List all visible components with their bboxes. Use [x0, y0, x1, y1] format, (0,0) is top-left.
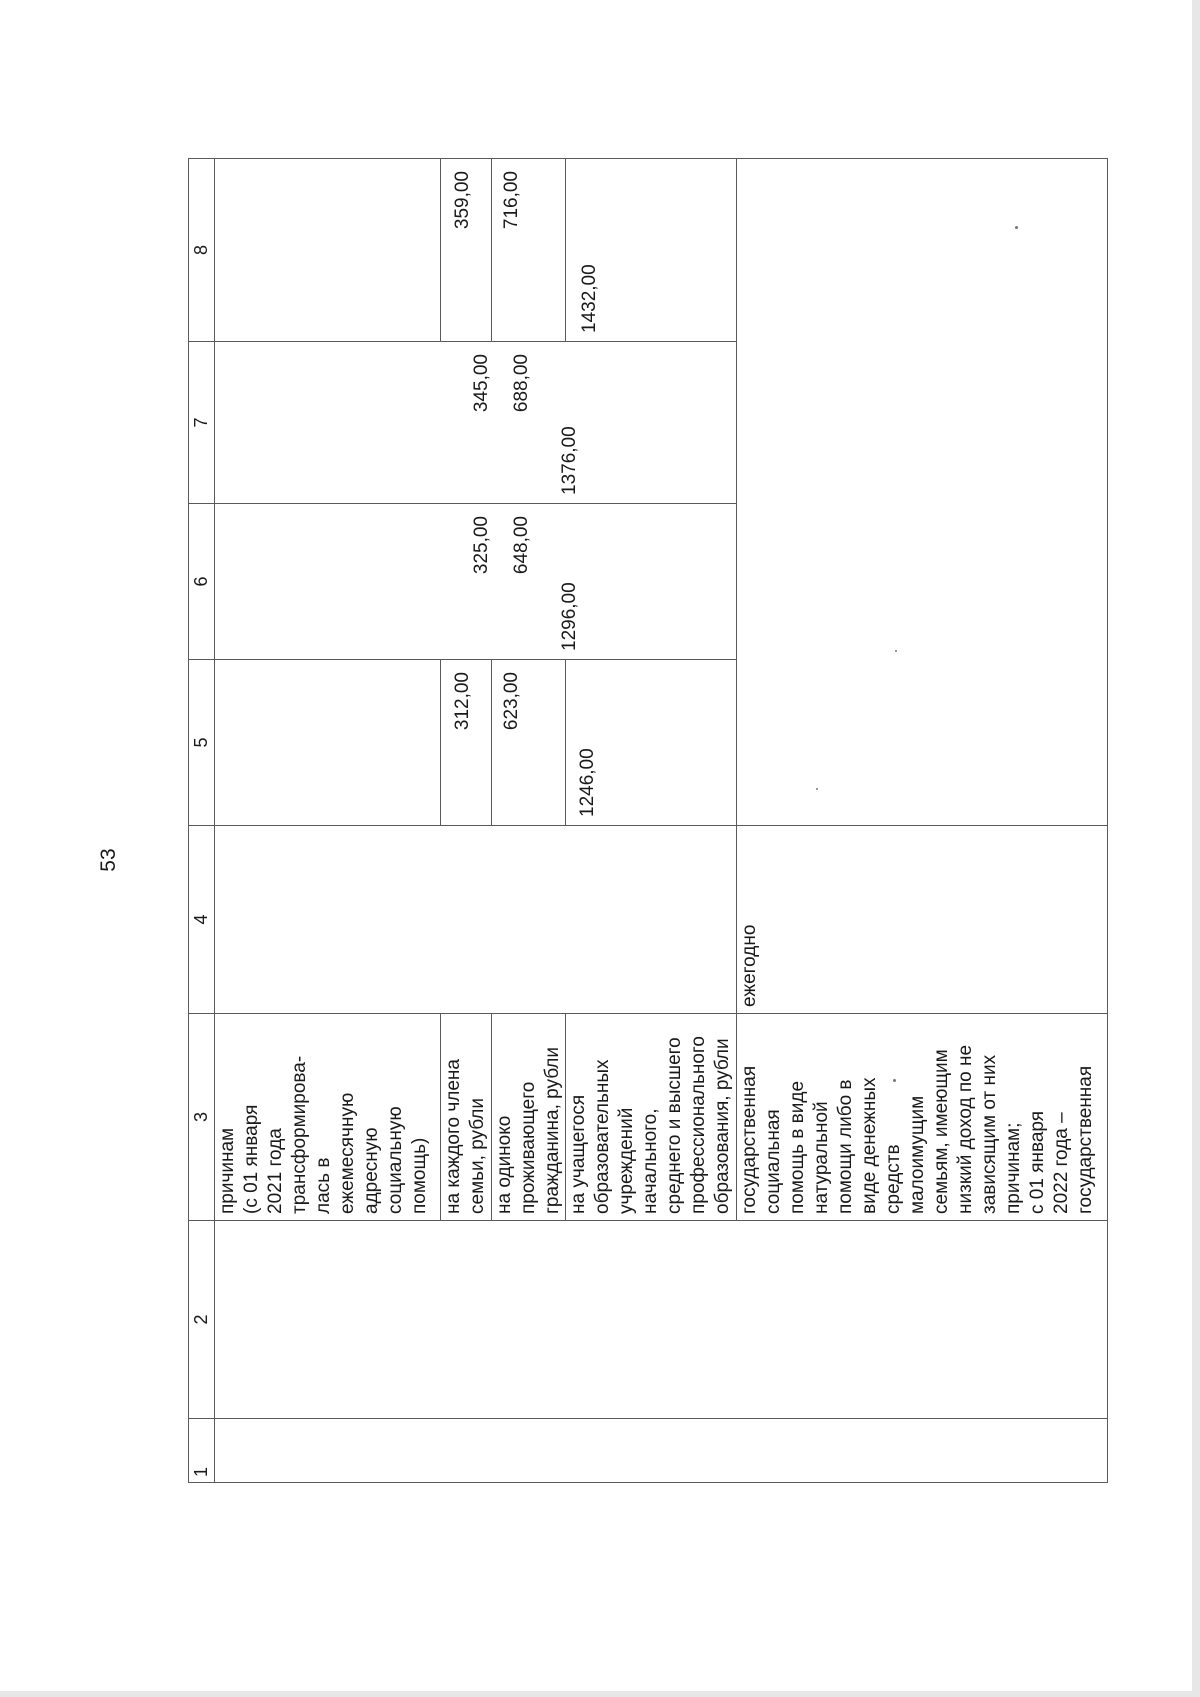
value-8-3: 1432,00 [579, 264, 601, 333]
header-cell-1: 1 [189, 1419, 215, 1483]
value-6-2: 648,00 [511, 516, 533, 575]
cell-text: государственная социальная помощь в виде натуральной помощи либо в виде денежных средств малоимущим семьям, имеющим низкий доход по не зависящим от них причинам; с 01 января 2022 года – государственная [738, 1044, 1096, 1214]
header-cell-7: 7 [189, 342, 215, 504]
cell-text: на учащегося образовательных учреждений начального, среднего и высшего профессионального образования, рубли [568, 1036, 734, 1214]
header-cell-6: 6 [189, 504, 215, 660]
scan-speck [895, 650, 897, 652]
cell-col2 [215, 1221, 1108, 1419]
value-6-3: 1296,00 [559, 582, 581, 651]
header-cell-3: 3 [189, 1014, 215, 1221]
scan-speck [816, 788, 818, 790]
value-7-3: 1376,00 [559, 426, 581, 495]
value-6-1: 325,00 [471, 516, 493, 575]
cell-col4 [215, 826, 737, 1014]
cell-text: на каждого члена семьи, рубли [443, 1059, 489, 1214]
cell-col8 [491, 159, 565, 342]
value-5-2: 623,00 [500, 672, 522, 731]
header-cell-5: 5 [189, 660, 215, 826]
cell-col5-8 [736, 159, 1107, 826]
cell-text: на одиноко проживающего гражданина, рубли [493, 1047, 563, 1214]
value-8-1: 359,00 [452, 171, 474, 230]
cell-col8 [566, 159, 737, 342]
table-row [215, 159, 441, 1483]
cell-text-frequency: ежегодно [738, 924, 760, 1007]
cell-col8 [215, 159, 441, 342]
value-7-2: 688,00 [511, 354, 533, 413]
cell-col3 [441, 1014, 491, 1221]
cell-col7 [215, 342, 737, 504]
cell-col6 [215, 504, 737, 660]
header-cell-8: 8 [189, 159, 215, 342]
scan-speck [893, 1079, 896, 1082]
header-row [189, 159, 215, 1483]
cell-col8 [441, 159, 491, 342]
cell-col5 [491, 660, 565, 826]
cell-col3 [566, 1014, 737, 1221]
cell-col5 [566, 660, 737, 826]
cell-col5 [441, 660, 491, 826]
rotated-table-frame [188, 159, 1108, 1483]
cell-text: причинам (с 01 января 2021 года трансформирова- лась в ежемесячную адресную социальную помощь) [217, 1055, 431, 1214]
value-7-1: 345,00 [471, 354, 493, 413]
data-table [188, 158, 1108, 1483]
cell-col3 [215, 1014, 441, 1221]
header-cell-2: 2 [189, 1221, 215, 1419]
value-8-2: 716,00 [500, 171, 522, 230]
header-cell-4: 4 [189, 826, 215, 1014]
cell-col3 [491, 1014, 565, 1221]
value-5-3: 1246,00 [577, 748, 599, 817]
cell-col4 [736, 826, 1107, 1014]
scan-speck [1015, 226, 1018, 229]
page-number: 53 [97, 848, 120, 872]
cell-col5 [215, 660, 441, 826]
value-5-1: 312,00 [452, 672, 474, 731]
cell-col1 [215, 1419, 1108, 1483]
cell-col3 [736, 1014, 1107, 1221]
